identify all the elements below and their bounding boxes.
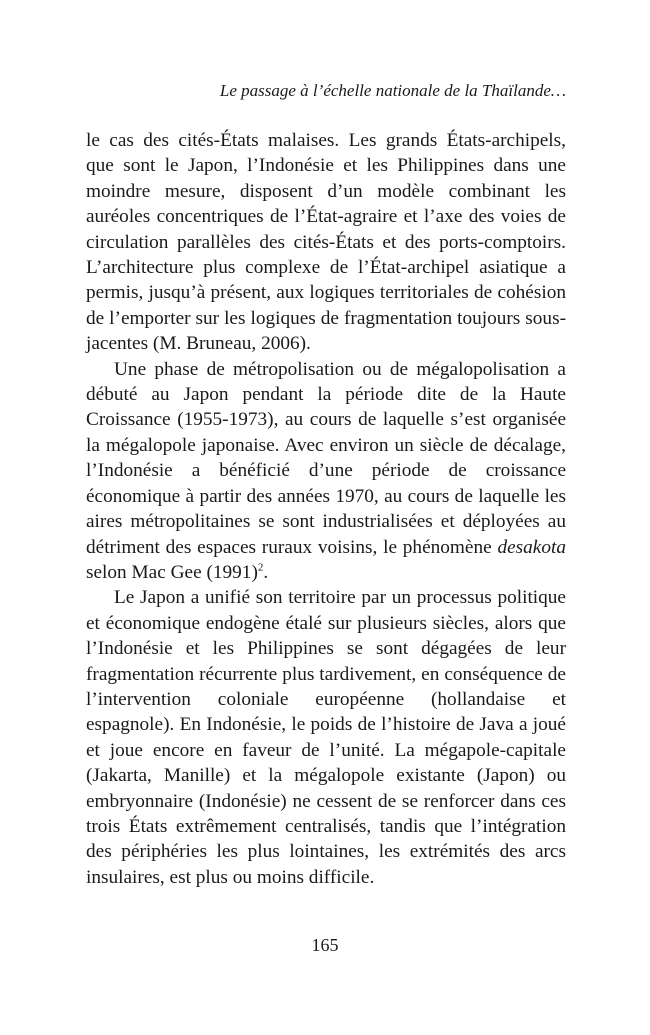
footnote-marker[interactable]: 2 [257, 561, 264, 574]
paragraph-2-text-end: . [263, 561, 269, 583]
paragraph-2 [86, 357, 566, 586]
paragraph-2-text-before: Une phase de métropolisation ou de mégalopolisation a débuté au Japon pendant la période dite de la Haute Croissance (1955-1973), au cours de laquelle s’est organisée la mégalopole japonaise. Avec environ un siècle de décalage, l’Indonésie a bénéficié d’une période de croissance économique à partir des années 1970, au cours de laquelle les aires métropolitaines se sont industrialisées et déployées au détriment des espaces ruraux voisins, le phénomène [86, 358, 566, 558]
body-text [86, 128, 566, 890]
running-header: Le passage à l’échelle nationale de la Thaïlande… [219, 81, 566, 100]
italic-term: desakota [497, 536, 566, 558]
paragraph-2-text-after: selon Mac Gee (1991) [86, 561, 258, 583]
paragraph-3: Le Japon a unifié son territoire par un processus politique et économique endogène étalé sur plusieurs siècles, alors que l’Indonésie et les Philippines se sont dégagées de leur fragmentation récurrente plus tardivement, en conséquence de l’intervention coloniale européenne (hollandaise et espagnole). En Indonésie, le poids de l’histoire de Java a joué et joue encore en faveur de l’unité. La mégapole-capitale (Jakarta, Manille) et la mégalopole existante (Japon) ou embryonnaire (Indonésie) ne cessent de se renforcer dans ces trois États extrêmement centralisés, tandis que l’intégration des périphéries les plus lointaines, les extrémités des arcs insulaires, est plus ou moins difficile. [86, 587, 566, 888]
page-number: 165 [311, 935, 339, 955]
paragraph-1: le cas des cités-États malaises. Les grands États-archipels, que sont le Japon, l’Indonésie et les Philippines dans une moindre mesure, disposent d’un modèle combinant les auréoles concentriques de l’État-agraire et l’axe des voies de circulation parallèles des cités-États et des ports-comptoirs. L’architecture plus complexe de l’État-archipel asiatique a permis, jusqu’à présent, aux logiques territoriales de cohésion de l’emporter sur les logiques de fragmentation toujours sous-jacentes (M. Bruneau, 2006). [86, 130, 566, 355]
